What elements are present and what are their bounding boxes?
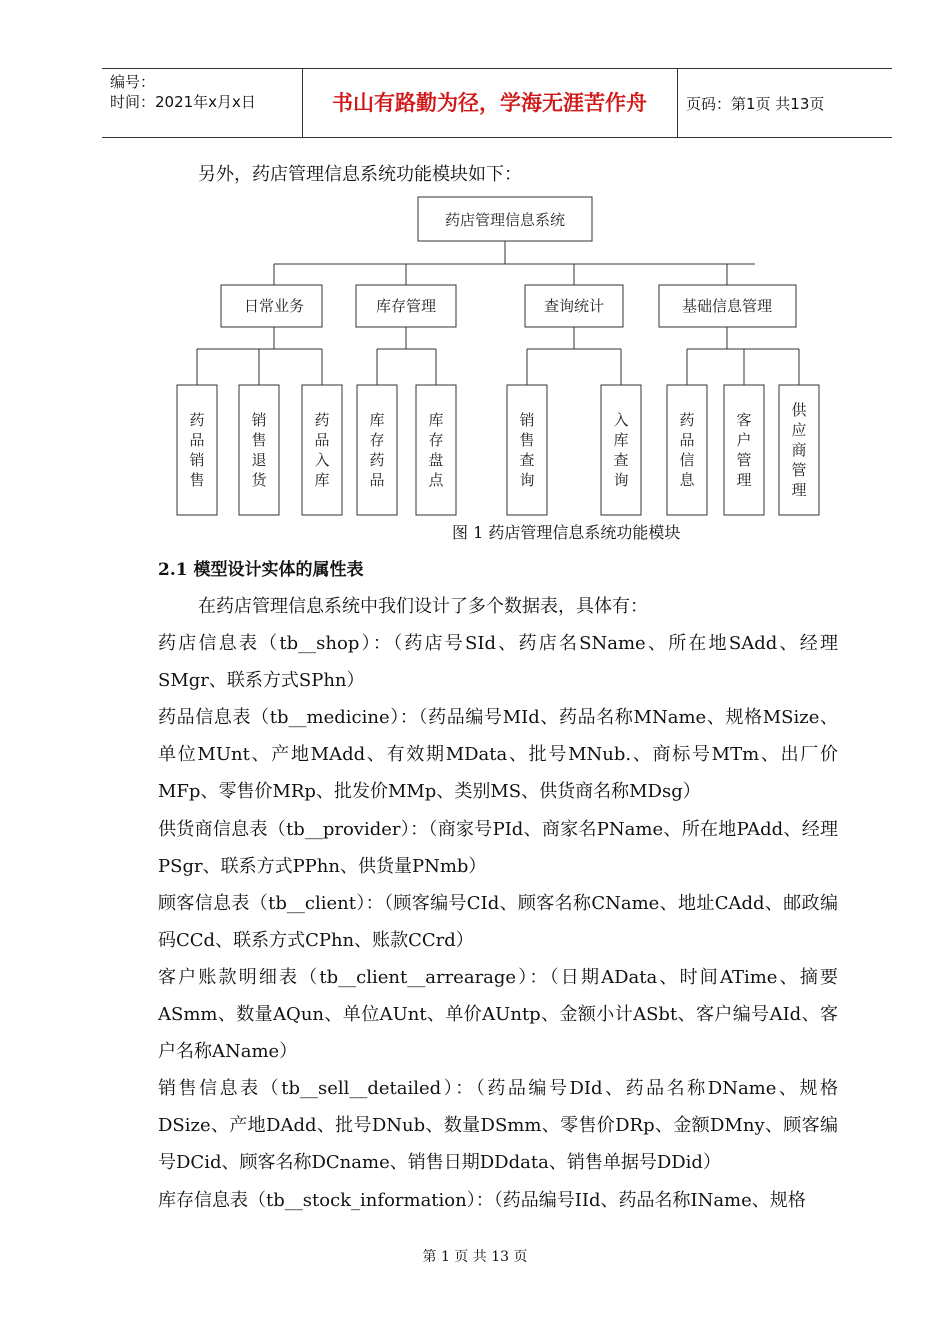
leaf-label: 管 bbox=[791, 461, 807, 479]
leaf-label: 库 bbox=[314, 471, 330, 489]
leaf-label: 入 bbox=[314, 451, 330, 469]
leaf-label: 商 bbox=[791, 441, 807, 459]
leaf-box bbox=[239, 385, 279, 515]
leaf-label: 入 bbox=[613, 411, 629, 429]
paragraph: 库存信息表（tb__stock_information）：（药品编号IId、药品名称IName、规格 bbox=[158, 1189, 806, 1211]
leaf-label: 药 bbox=[679, 411, 695, 429]
header-motto: 书山有路勤为径，学海无涯苦作舟 bbox=[332, 91, 647, 115]
paragraph: 顾客信息表（tb__client）：（顾客编号CId、顾客名称CName、地址CAdd、邮政编码CCd、联系方式CPhn、账款CCrd） bbox=[158, 892, 838, 951]
leaf-label: 询 bbox=[519, 471, 535, 489]
leaf-box bbox=[302, 385, 342, 515]
leaf-label: 息 bbox=[679, 471, 695, 489]
leaf-label: 售 bbox=[519, 431, 535, 449]
leaf-label: 售 bbox=[189, 471, 205, 489]
leaf-label: 理 bbox=[791, 481, 807, 499]
leaf-label: 理 bbox=[736, 471, 752, 489]
body-text bbox=[158, 588, 838, 1219]
leaf-label: 管 bbox=[736, 451, 752, 469]
paragraph: 药店信息表（tb__shop）：（药店号SId、药店名SName、所在地SAdd、经理SMgr、联系方式SPhn） bbox=[158, 633, 838, 692]
leaf-label: 品 bbox=[314, 431, 330, 449]
paragraph: 客户账款明细表（tb__client__arrearage）：（日期AData、时间ATime、摘要ASmm、数量AQun、单位AUnt、单价AUntp、金额小计ASbt、客户编号AId、客户名称AName） bbox=[158, 966, 838, 1063]
leaf-label: 户 bbox=[736, 431, 752, 449]
leaf-label: 销 bbox=[251, 411, 267, 429]
figure-caption: 图 1 药店管理信息系统功能模块 bbox=[452, 523, 681, 542]
leaf-label: 销 bbox=[189, 451, 205, 469]
leaf-label: 应 bbox=[791, 421, 807, 439]
leaf-label: 退 bbox=[251, 451, 267, 469]
section-title: 2.1 模型设计实体的属性表 bbox=[158, 560, 364, 580]
leaf-label: 存 bbox=[428, 431, 444, 449]
leaf-label: 货 bbox=[251, 471, 267, 489]
root-label: 药店管理信息系统 bbox=[444, 211, 566, 229]
leaf-label: 客 bbox=[736, 411, 752, 429]
leaf-label: 信 bbox=[679, 451, 695, 469]
leaf-label: 供 bbox=[791, 401, 807, 419]
serial-label: 编号： bbox=[110, 73, 156, 91]
leaf-label: 询 bbox=[613, 471, 629, 489]
leaf-label: 药 bbox=[189, 411, 205, 429]
leaf-label: 售 bbox=[251, 431, 267, 449]
date-label: 时间：2021年x月x日 bbox=[110, 93, 256, 111]
leaf-box bbox=[724, 385, 764, 515]
leaf-label: 库 bbox=[428, 411, 444, 429]
leaf-label: 查 bbox=[613, 451, 629, 469]
group-label: 库存管理 bbox=[375, 297, 437, 315]
leaf-box bbox=[357, 385, 397, 515]
leaf-label: 药 bbox=[369, 451, 385, 469]
leaf-label: 点 bbox=[428, 471, 444, 489]
leaf-box bbox=[177, 385, 217, 515]
leaf-label: 库 bbox=[369, 411, 385, 429]
leaf-box bbox=[601, 385, 641, 515]
leaf-label: 查 bbox=[519, 451, 535, 469]
group-label: 日常业务 bbox=[243, 297, 305, 315]
leaf-label: 品 bbox=[679, 431, 695, 449]
leaf-label: 药 bbox=[314, 411, 330, 429]
leaf-label: 库 bbox=[613, 431, 629, 449]
leaf-box bbox=[667, 385, 707, 515]
paragraph: 销售信息表（tb__sell__detailed）：（药品编号DId、药品名称DName、规格DSize、产地DAdd、批号DNub、数量DSmm、零售价DRp、金额DMny、顾客编号DCid、顾客名称DCname、销售日期DDdata、销售单据号DDid） bbox=[158, 1078, 838, 1174]
page-footer: 第 1 页 共 13 页 bbox=[422, 1249, 528, 1265]
module-diagram bbox=[0, 0, 950, 530]
paragraph: 在药店管理信息系统中我们设计了多个数据表，具体有： bbox=[198, 596, 648, 617]
leaf-box bbox=[416, 385, 456, 515]
leaf-box bbox=[507, 385, 547, 515]
group-label: 查询统计 bbox=[543, 297, 605, 315]
intro-text: 另外，药店管理信息系统功能模块如下： bbox=[198, 164, 522, 185]
leaf-label: 销 bbox=[519, 411, 535, 429]
paragraph: 药品信息表（tb__medicine）：（药品编号MId、药品名称MName、规格MSize、单位MUnt、产地MAdd、有效期MData、批号MNub.、商标号MTm、出厂价MFp、零售价MRp、批发价MMp、类别MS、供货商名称MDsg） bbox=[158, 707, 838, 803]
leaf-label: 品 bbox=[369, 471, 385, 489]
group-label: 基础信息管理 bbox=[681, 297, 773, 315]
paragraph: 供货商信息表（tb__provider）：（商家号PId、商家名PName、所在地PAdd、经理PSgr、联系方式PPhn、供货量PNmb） bbox=[158, 818, 838, 877]
leaf-label: 存 bbox=[369, 431, 385, 449]
leaf-label: 品 bbox=[189, 431, 205, 449]
header-page-info: 页码：第1页 共13页 bbox=[686, 95, 825, 113]
leaf-label: 盘 bbox=[428, 451, 444, 469]
